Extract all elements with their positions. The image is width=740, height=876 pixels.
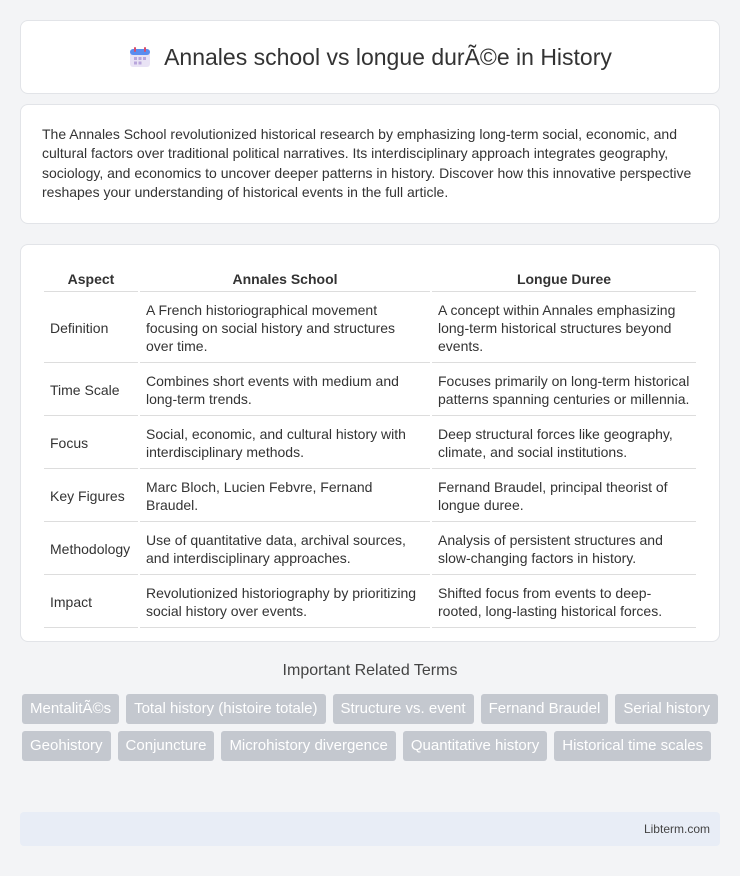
row-aspect: Impact bbox=[44, 577, 138, 628]
row-aspect: Methodology bbox=[44, 524, 138, 575]
footer-site-link[interactable]: Libterm.com bbox=[643, 822, 710, 836]
row-annales: Combines short events with medium and long-term trends. bbox=[140, 365, 430, 416]
row-annales: A French historiographical movement focusing on social history and structures over time. bbox=[140, 294, 430, 363]
table-row bbox=[44, 418, 696, 469]
related-term-tag[interactable]: Conjuncture bbox=[118, 731, 215, 761]
row-longue-duree: Fernand Braudel, principal theorist of longue duree. bbox=[432, 471, 696, 522]
related-term-tag[interactable]: Fernand Braudel bbox=[481, 694, 609, 724]
row-longue-duree: Focuses primarily on long-term historical patterns spanning centuries or millennia. bbox=[432, 365, 696, 416]
calendar-icon bbox=[128, 45, 152, 69]
related-term-tag[interactable]: Serial history bbox=[615, 694, 718, 724]
row-aspect: Definition bbox=[44, 294, 138, 363]
row-longue-duree: Shifted focus from events to deep-rooted, long-lasting historical forces. bbox=[432, 577, 696, 628]
related-term-tag[interactable]: Microhistory divergence bbox=[221, 731, 395, 761]
row-aspect: Focus bbox=[44, 418, 138, 469]
comparison-card bbox=[20, 244, 720, 642]
row-longue-duree: Analysis of persistent structures and slow-changing factors in history. bbox=[432, 524, 696, 575]
table-row bbox=[44, 524, 696, 575]
title-card bbox=[20, 20, 720, 94]
row-longue-duree: A concept within Annales emphasizing long-term historical structures beyond events. bbox=[432, 294, 696, 363]
related-term-tag[interactable]: Structure vs. event bbox=[333, 694, 474, 724]
table-row bbox=[44, 471, 696, 522]
table-row bbox=[44, 294, 696, 363]
row-aspect: Key Figures bbox=[44, 471, 138, 522]
row-longue-duree: Deep structural forces like geography, climate, and social institutions. bbox=[432, 418, 696, 469]
table-header-row bbox=[44, 267, 696, 292]
related-term-tag[interactable]: Geohistory bbox=[22, 731, 111, 761]
related-term-tag[interactable]: Total history (histoire totale) bbox=[126, 694, 325, 724]
related-terms-title: Important Related Terms bbox=[282, 662, 458, 679]
row-aspect: Time Scale bbox=[44, 365, 138, 416]
row-annales: Use of quantitative data, archival sources, and interdisciplinary approaches. bbox=[140, 524, 430, 575]
row-annales: Marc Bloch, Lucien Febvre, Fernand Braudel. bbox=[140, 471, 430, 522]
related-term-tag[interactable]: Quantitative history bbox=[403, 731, 547, 761]
header-aspect: Aspect bbox=[44, 267, 138, 292]
header-longue-duree: Longue Duree bbox=[432, 267, 696, 292]
table-row bbox=[44, 577, 696, 628]
intro-text: The Annales School revolutionized historical research by emphasizing long-term social, economic, and cultural factors over traditional political narratives. Its interdisciplinary approach integrates geography, sociology, and economics to uncover deeper patterns in history. Discover how this innovative perspective reshapes your understanding of historical events in the full article. bbox=[42, 126, 692, 201]
row-annales: Revolutionized historiography by prioritizing social history over events. bbox=[140, 577, 430, 628]
table-row bbox=[44, 365, 696, 416]
related-terms-list bbox=[22, 694, 722, 761]
page-title: Annales school vs longue durÃ©e in History bbox=[164, 43, 612, 70]
row-annales: Social, economic, and cultural history with interdisciplinary methods. bbox=[140, 418, 430, 469]
related-term-tag[interactable]: Historical time scales bbox=[554, 731, 711, 761]
comparison-table bbox=[42, 265, 698, 630]
footer bbox=[20, 812, 720, 846]
header-annales: Annales School bbox=[140, 267, 430, 292]
related-term-tag[interactable]: MentalitÃ©s bbox=[22, 694, 119, 724]
intro-card bbox=[20, 104, 720, 224]
